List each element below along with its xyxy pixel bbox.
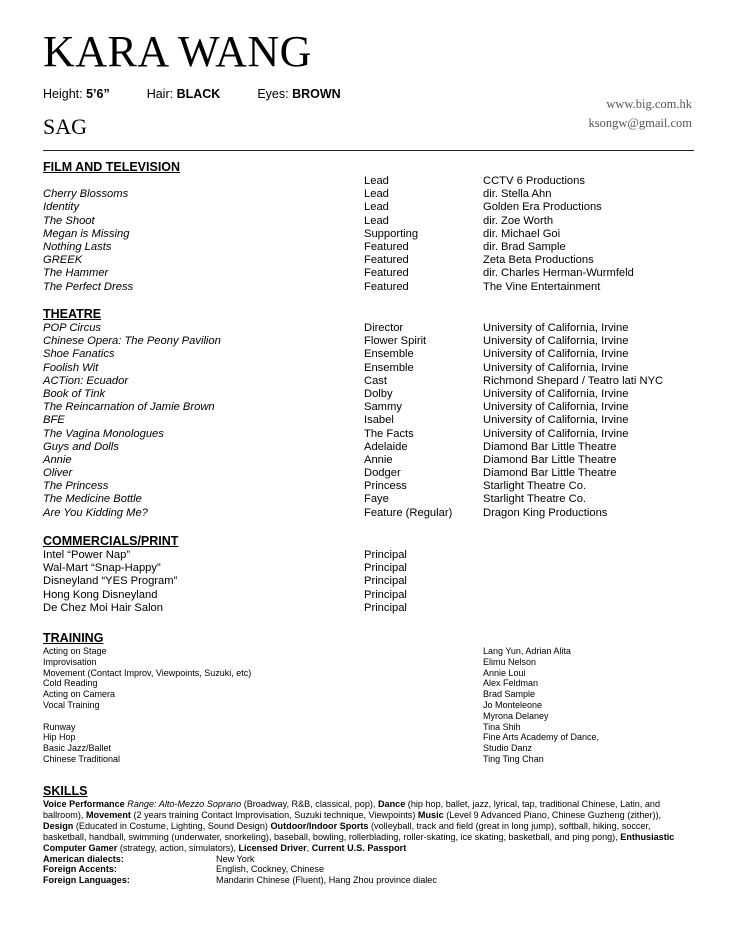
skills-section [43, 784, 693, 886]
theatre-row [43, 348, 693, 361]
credit-company: University of California, Irvine [483, 322, 629, 334]
commercials-row [43, 589, 693, 602]
skills-heading: SKILLS [43, 784, 88, 798]
credit-title: Nothing Lasts [43, 240, 112, 253]
credit-title: The Perfect Dress [43, 280, 134, 293]
credit-company: dir. Stella Ahn [483, 188, 552, 201]
credit-company: University of California, Irvine [483, 361, 629, 374]
gamer-text: (strategy, action, simulators), [119, 842, 236, 853]
credit-role: The Facts [364, 427, 414, 440]
voice-text: (Broadway, R&B, classical, pop), [243, 799, 376, 809]
commercials-list [43, 549, 693, 615]
contact-block [588, 95, 692, 133]
credit-role: Principal [364, 588, 407, 601]
training-teacher: Elimu Nelson [483, 656, 537, 667]
credit-title: GREEK [43, 254, 83, 267]
theatre-row [43, 414, 693, 427]
training-teacher: Studio Danz [483, 743, 533, 754]
film-tv-row [43, 188, 693, 201]
training-row [43, 657, 693, 668]
credit-company: University of California, Irvine [483, 414, 629, 427]
training-row [43, 711, 693, 722]
training-row [43, 689, 693, 700]
theatre-row [43, 507, 693, 520]
credit-company: University of California, Irvine [483, 335, 629, 348]
training-teacher: Ting Ting Chan [483, 753, 544, 764]
training-row [43, 700, 693, 711]
credit-title: Annie [43, 453, 72, 466]
credit-role: Principal [364, 601, 407, 614]
theatre-row [43, 388, 693, 401]
credit-role: Adelaide [364, 440, 408, 453]
credit-role: Featured [364, 240, 409, 253]
credit-title: Wal-Mart “Snap-Happy” [43, 562, 161, 575]
training-subject: Acting on Stage [43, 646, 107, 656]
credit-company: Diamond Bar Little Theatre [483, 453, 617, 466]
sports-text: (volleyball, track and field (great in long jump), softball, hiking, soccer, basketball, handball, swimming (underwater, snorkeling), baseball, bowling, rollerblading, roller-skating, ice skating, basketball, and ping pong), [43, 820, 651, 842]
theatre-row [43, 335, 693, 348]
training-subject: Movement (Contact Improv, Viewpoints, Suzuki, etc) [43, 667, 252, 678]
design-label: Design [43, 820, 74, 831]
credit-role: Faye [364, 493, 389, 506]
credit-company: Diamond Bar Little Theatre [483, 440, 617, 453]
design-text: (Educated in Costume, Lighting, Sound Design) [75, 820, 268, 831]
header-divider [43, 150, 694, 151]
voice-label: Voice Performance [43, 799, 125, 809]
training-row [43, 646, 693, 657]
credit-company: Diamond Bar Little Theatre [483, 467, 617, 480]
credit-title: Book of Tink [43, 387, 106, 400]
sports-label: Outdoor/Indoor Sports [270, 820, 369, 831]
music-label: Music [417, 809, 444, 820]
training-subject: Basic Jazz/Ballet [43, 743, 112, 754]
credit-company: Zeta Beta Productions [483, 254, 594, 267]
credit-company: Starlight Theatre Co. [483, 493, 587, 506]
training-teacher: Fine Arts Academy of Dance, [483, 732, 600, 743]
training-subject: Cold Reading [43, 678, 98, 689]
credit-company: dir. Michael Goi [483, 227, 561, 240]
training-row [43, 722, 693, 733]
credit-title: ACTion: Ecuador [43, 374, 129, 387]
training-subject: Vocal Training [43, 699, 100, 710]
theatre-list [43, 322, 693, 520]
credit-company: Dragon King Productions [483, 506, 608, 519]
commercials-row [43, 562, 693, 575]
accents-row [43, 864, 693, 875]
film-tv-row [43, 281, 693, 294]
dialects-row [43, 854, 693, 865]
credit-company: dir. Brad Sample [483, 240, 566, 253]
credit-role: Isabel [364, 414, 394, 427]
film-tv-row [43, 175, 693, 188]
film-tv-row [43, 241, 693, 254]
credit-company: University of California, Irvine [483, 427, 629, 440]
credit-title: The Hammer [43, 267, 109, 280]
credit-role: Sammy [364, 401, 402, 414]
training-row [43, 668, 693, 679]
voice-range: Range: Alto-Mezzo Soprano [127, 799, 242, 809]
credit-role: Dolby [364, 387, 393, 400]
music-text: (Level 9 Advanced Piano, Chinese Guzheng (zither)), [446, 809, 662, 820]
theatre-row [43, 401, 693, 414]
hair-value: BLACK [176, 87, 221, 101]
training-row [43, 754, 693, 765]
height-value: 5’6” [86, 87, 110, 101]
theatre-row [43, 375, 693, 388]
film-tv-section [43, 160, 693, 294]
credit-title: Guys and Dolls [43, 440, 119, 453]
credit-role: Lead [364, 188, 389, 201]
film-tv-row [43, 201, 693, 214]
credit-title: Are You Kidding Me? [43, 506, 148, 519]
film-tv-heading: FILM AND TELEVISION [43, 160, 181, 174]
actor-name: KARA WANG [43, 27, 312, 76]
training-row [43, 678, 693, 689]
training-subject: Hip Hop [43, 732, 76, 743]
credit-title: Disneyland “YES Program” [43, 575, 178, 588]
credit-role: Featured [364, 254, 409, 267]
credit-title: Intel “Power Nap” [43, 549, 131, 561]
credit-company: University of California, Irvine [483, 387, 629, 400]
movement-text: (2 years training Contact Improvisation, Suzuki technique, Viewpoints) [133, 809, 416, 820]
theatre-row [43, 480, 693, 493]
passport-label: Current U.S. Passport [311, 842, 407, 853]
credit-company: CCTV 6 Productions [483, 175, 585, 187]
theatre-section [43, 307, 693, 520]
film-tv-row [43, 228, 693, 241]
training-teacher: Annie Loui [483, 667, 526, 678]
eyes-value: BROWN [292, 87, 341, 101]
credit-role: Principal [364, 562, 407, 575]
dance-text: (hip hop, ballet, jazz, lyrical, tap, traditional Chinese, Latin, and ballroom), [43, 799, 661, 820]
theatre-row [43, 454, 693, 467]
credit-role: Featured [364, 267, 409, 280]
training-list [43, 646, 693, 765]
dialects-label: American dialects: [43, 853, 124, 864]
training-subject: Runway [43, 721, 76, 732]
credit-title: The Medicine Bottle [43, 493, 142, 506]
credit-title: Chinese Opera: The Peony Pavilion [43, 335, 221, 348]
credit-role: Flower Spirit [364, 335, 427, 348]
credit-role: Featured [364, 280, 409, 293]
union-affiliation: SAG [43, 114, 88, 139]
credit-title: Hong Kong Disneyland [43, 588, 158, 601]
languages-value: Mandarin Chinese (Fluent), Hang Zhou province dialec [216, 875, 437, 886]
training-teacher: Brad Sample [483, 689, 536, 700]
credit-role: Cast [364, 374, 388, 387]
eyes-label: Eyes: [257, 87, 289, 101]
credit-company: dir. Zoe Worth [483, 214, 554, 227]
theatre-row [43, 467, 693, 480]
credit-role: Ensemble [364, 361, 414, 374]
training-teacher: Jo Monteleone [483, 699, 543, 710]
film-tv-row [43, 254, 693, 267]
hair-label: Hair: [146, 87, 174, 101]
dialects-value: New York [216, 853, 255, 864]
film-tv-list [43, 175, 693, 294]
film-tv-row [43, 267, 693, 280]
credit-title: Megan is Missing [43, 227, 130, 240]
theatre-row [43, 362, 693, 375]
credit-title: POP Circus [43, 322, 102, 334]
theatre-heading: THEATRE [43, 307, 102, 321]
credit-role: Principal [364, 549, 407, 561]
credit-role: Principal [364, 575, 407, 588]
training-row [43, 732, 693, 743]
physical-stats [43, 87, 341, 101]
theatre-row [43, 428, 693, 441]
theatre-row [43, 322, 693, 335]
skills-body [43, 799, 693, 886]
credit-title: The Reincarnation of Jamie Brown [43, 401, 215, 414]
credit-title: Oliver [43, 467, 73, 480]
credit-role: Lead [364, 175, 389, 187]
film-tv-row [43, 215, 693, 228]
commercials-heading: COMMERCIALS/PRINT [43, 534, 179, 548]
training-teacher: Lang Yun, Adrian Alita [483, 646, 571, 656]
credit-role: Princess [364, 480, 407, 493]
credit-role: Ensemble [364, 348, 414, 361]
movement-label: Movement [85, 809, 131, 820]
credit-title: The Vagina Monologues [43, 427, 164, 440]
credit-title: Identity [43, 201, 80, 214]
commercials-row [43, 575, 693, 588]
accents-value: English, Cockney, Chinese [216, 864, 325, 875]
theatre-row [43, 493, 693, 506]
credit-company: Golden Era Productions [483, 201, 602, 214]
credit-title: Cherry Blossoms [43, 188, 129, 201]
training-heading: TRAINING [43, 631, 104, 645]
credit-company: University of California, Irvine [483, 348, 629, 361]
dance-label: Dance [377, 799, 406, 809]
languages-row [43, 875, 693, 886]
training-teacher: Myrona Delaney [483, 710, 549, 721]
commercials-section [43, 534, 693, 615]
credit-company: The Vine Entertainment [483, 280, 601, 293]
skills-paragraph: Voice Performance Range: Alto-Mezzo Soprano (Broadway, R&B, classical, pop), Dance (hip hop, ballet, jazz, lyrical, tap, traditional Chinese, Latin, and ballroom), Movement (2 years training Contact Improvisation, Suzuki technique, Viewpoints) Music (Level 9 Advanced Piano, Chinese Guzheng (zither)), Design (Educated in Costume, Lighting, Sound Design) Outdoor/Indoor Sports (volleyball, track and field (great in long jump), softball, hiking, soccer, basketball, handball, swimming (underwater, snorkeling), baseball, bowling, rollerblading, roller-skating, ice skating, basketball, and ping pong), Enthusiastic Computer Gamer (strategy, action, simulators), Licensed Driver, Current U.S. Passport [43, 799, 675, 853]
training-section [43, 631, 693, 765]
credit-title: Foolish Wit [43, 361, 99, 374]
training-teacher: Alex Feldman [483, 678, 539, 689]
commercials-row [43, 549, 693, 562]
credit-title: De Chez Moi Hair Salon [43, 601, 164, 614]
credit-role: Supporting [364, 227, 419, 240]
gamer-label: Enthusiastic Computer Gamer [43, 831, 675, 853]
training-subject: Improvisation [43, 656, 97, 667]
credit-title: Shoe Fanatics [43, 348, 115, 361]
credit-role: Annie [364, 453, 393, 466]
credit-title: The Princess [43, 480, 109, 493]
training-subject: Chinese Traditional [43, 753, 121, 764]
commercials-row [43, 602, 693, 615]
theatre-row [43, 441, 693, 454]
training-row [43, 743, 693, 754]
training-teacher: Tina Shih [483, 721, 521, 732]
credit-role: Feature (Regular) [364, 506, 453, 519]
credit-role: Director [364, 322, 404, 334]
credit-company: Starlight Theatre Co. [483, 480, 587, 493]
height-label: Height: [43, 87, 83, 101]
website-link[interactable]: www.big.com.hk [606, 97, 692, 111]
credit-role: Lead [364, 201, 389, 214]
license-label: Licensed Driver [238, 842, 307, 853]
training-subject: Acting on Camera [43, 689, 116, 700]
credit-company: dir. Charles Herman-Wurmfeld [483, 267, 634, 280]
credit-title: BFE [43, 414, 65, 427]
credit-company: University of California, Irvine [483, 401, 629, 414]
credit-company: Richmond Shepard / Teatro lati NYC [483, 374, 664, 387]
email-link[interactable]: ksongw@gmail.com [588, 116, 692, 130]
accents-label: Foreign Accents: [43, 864, 117, 875]
credit-title: The Shoot [43, 214, 95, 227]
credit-role: Dodger [364, 467, 401, 480]
languages-label: Foreign Languages: [43, 875, 130, 886]
credit-role: Lead [364, 214, 389, 227]
